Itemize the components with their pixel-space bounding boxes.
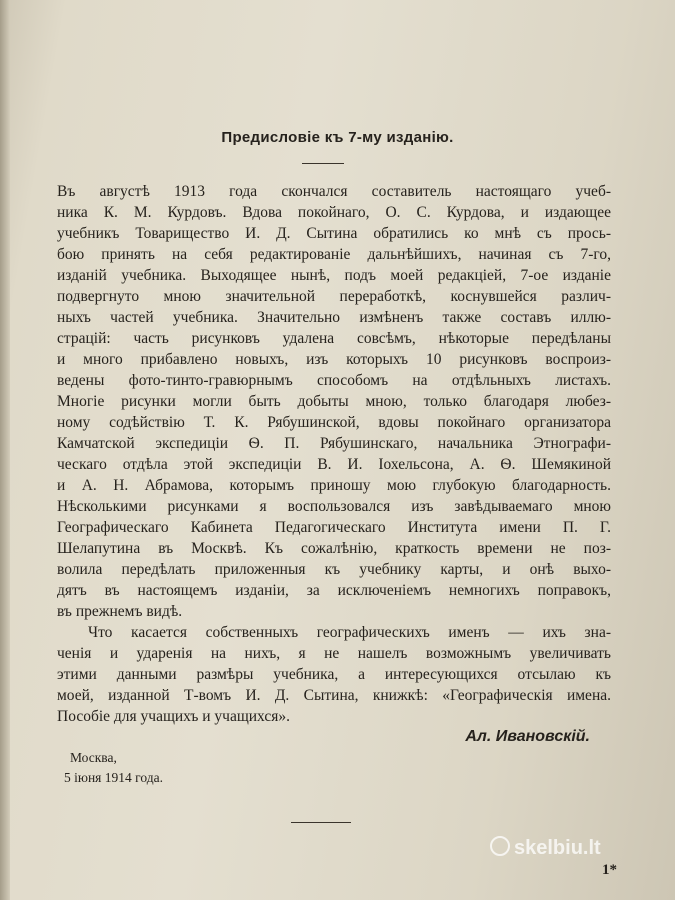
title-divider	[302, 163, 344, 164]
preface-body	[57, 181, 611, 727]
text-line: ника К. М. Курдовъ. Вдова покойнаго, О. С. Курдова, и издающее	[57, 204, 611, 221]
text-line: моей, изданной Т-вомъ И. Д. Сытина, книжкѣ: «Географическія имена.	[57, 687, 611, 704]
text-line: Въ августѣ 1913 года скончался составитель настоящаго учеб-	[57, 183, 611, 200]
text-line: Пособіе для учащихъ и учащихся».	[57, 708, 290, 725]
text-line: ныхъ частей учебника. Значительно измѣненъ также составъ иллю-	[57, 309, 611, 326]
author-signature: Ал. Ивановскій.	[465, 728, 590, 745]
page-number: 1*	[602, 862, 617, 878]
text-line: страцій: часть рисунковъ удалена совсѣмъ, нѣкоторые передѣланы	[57, 330, 611, 347]
text-line: ведены фото-тинто-гравюрнымъ способомъ на отдѣльныхъ листахъ.	[57, 372, 611, 389]
text-line: Шелапутина въ Москвѣ. Къ сожалѣнію, краткость времени не поз-	[57, 540, 611, 557]
text-line: Что касается собственныхъ географическихъ именъ — ихъ зна-	[88, 624, 611, 641]
text-line: этими данными размѣры учебника, а интересующихся отсылаю къ	[57, 666, 611, 683]
place-and-date	[64, 748, 163, 788]
watermark	[490, 836, 601, 860]
text-line: Нѣсколькими рисунками я воспользовался изъ завѣдываемаго мною	[57, 498, 611, 515]
preface-title: Предисловіе къ 7-му изданію.	[221, 129, 454, 146]
text-line: бою принять на себя редактированіе дальнѣйшихъ, начиная съ 7-го,	[57, 246, 611, 263]
text-line: дятъ въ настоящемъ изданіи, за исключеніемъ немногихъ поправокъ,	[57, 582, 611, 599]
text-line: ческаго отдѣла этой экспедиціи В. И. Іохельсона, А. Ѳ. Шемякиной	[57, 456, 611, 473]
text-line: и А. Н. Абрамова, которымъ приношу мою глубокую благодарность.	[57, 477, 611, 494]
text-line: Камчатской экспедиціи Ѳ. П. Рябушинскаго, начальника Этнографи-	[57, 435, 611, 452]
text-line: и много прибавлено новыхъ, изъ которыхъ 10 рисунковъ воспроиз-	[57, 351, 611, 368]
closing-divider	[291, 822, 351, 823]
text-line: Многіе рисунки могли быть добыты мною, только благодаря любез-	[57, 393, 611, 410]
text-line: Географическаго Кабинета Педагогическаго Института имени П. Г.	[57, 519, 611, 536]
text-line: учебникъ Товарищество И. Д. Сытина обратились ко мнѣ съ прось-	[57, 225, 611, 242]
date-line: 5 іюня 1914 года.	[64, 770, 163, 785]
text-line: ному содѣйствію Т. К. Рябушинской, вдовы покойнаго организатора	[57, 414, 611, 431]
text-line: подвергнуто мною значительной переработкѣ, коснувшейся различ-	[57, 288, 611, 305]
text-line: волила передѣлать приложенныя къ учебнику карты, и онѣ выхо-	[57, 561, 611, 578]
text-line: изданій учебника. Выходящее нынѣ, подъ моей редакціей, 7-ое изданіе	[57, 267, 611, 284]
watermark-text: skelbiu.lt	[514, 837, 601, 859]
text-line: ченія и ударенія на нихъ, я не нашелъ возможнымъ увеличивать	[57, 645, 611, 662]
place-name: Москва,	[70, 750, 117, 765]
watermark-logo-icon	[490, 836, 510, 856]
text-line: въ прежнемъ видѣ.	[57, 603, 183, 620]
